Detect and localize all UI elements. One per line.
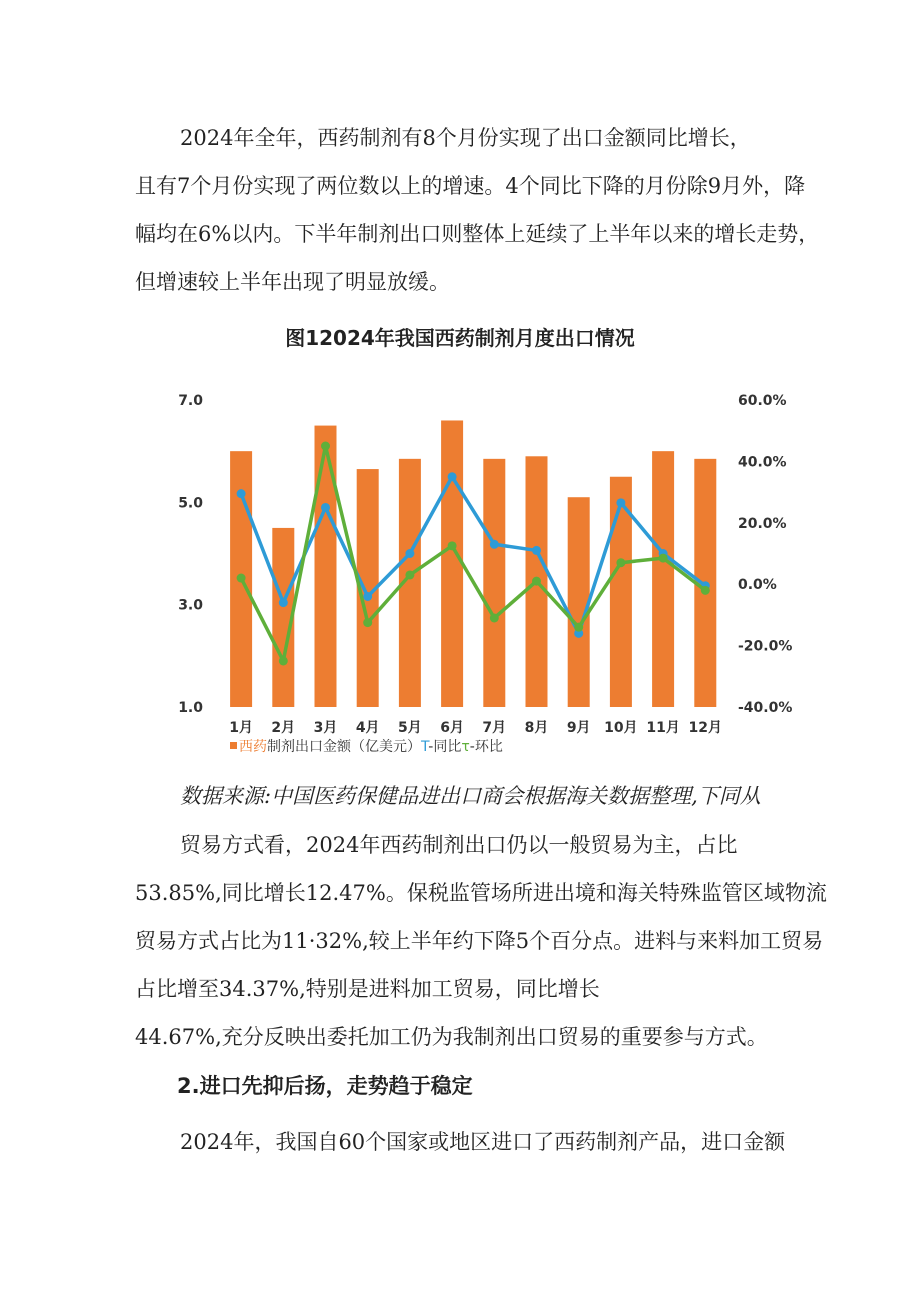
month-label: 8月 bbox=[524, 720, 549, 736]
figure-title: 图12024年我国西药制剂月度出口情况 bbox=[285, 326, 635, 350]
yoy-line-series bbox=[237, 472, 710, 638]
month-label: 3月 bbox=[313, 720, 338, 736]
yoy-point bbox=[532, 546, 541, 555]
right-tick-label: -40.0% bbox=[738, 700, 793, 716]
data-source-note: 数据来源:中国医药保健品进出口商会根据海关数据整理,下同从 bbox=[180, 784, 761, 808]
mom-point bbox=[279, 656, 288, 665]
legend-bar-label: 西药 bbox=[239, 739, 267, 755]
x-axis bbox=[229, 720, 722, 736]
mom-point bbox=[532, 577, 541, 586]
yoy-point bbox=[448, 472, 457, 481]
intro-paragraph bbox=[135, 114, 820, 306]
yoy-point bbox=[405, 549, 414, 558]
left-tick-label: 5.0 bbox=[178, 495, 203, 512]
chart-legend bbox=[230, 738, 503, 755]
yoy-point bbox=[279, 598, 288, 607]
month-label: 6月 bbox=[440, 720, 464, 736]
export-chart bbox=[0, 380, 920, 770]
svg-text:西药制剂出口金额（亿美元）T-同比τ-环比 bbox=[239, 738, 503, 755]
paragraph-line: 贸易方式看，2024年西药制剂出口仍以一般贸易为主，占比 bbox=[180, 833, 738, 857]
month-label: 1月 bbox=[229, 720, 253, 736]
right-tick-label: 60.0% bbox=[738, 393, 787, 409]
paragraph-line: 幅均在6%以内。下半年制剂出口则整体上延续了上半年以来的增长走势， bbox=[135, 222, 820, 246]
yoy-point bbox=[237, 489, 246, 498]
mom-point bbox=[701, 586, 710, 595]
yoy-point bbox=[363, 592, 372, 601]
export-bar bbox=[315, 426, 337, 707]
right-tick-label: 0.0% bbox=[738, 577, 777, 594]
legend-yoy-marker: T bbox=[421, 739, 429, 755]
mom-point bbox=[448, 541, 457, 550]
trade-mode-paragraph bbox=[135, 821, 827, 1061]
paragraph-line: 53.85%,同比增长12.47%。保税监管场所进出境和海关特殊监管区域物流 bbox=[135, 881, 827, 905]
yoy-point bbox=[490, 540, 499, 549]
legend-mom-marker: τ bbox=[461, 739, 470, 755]
mom-line-series bbox=[237, 442, 710, 666]
paragraph-line: 贸易方式占比为11·32%,较上半年约下降5个百分点。进料与来料加工贸易 bbox=[135, 929, 824, 953]
month-label: 7月 bbox=[482, 720, 507, 736]
import-paragraph bbox=[135, 1118, 785, 1166]
yoy-line bbox=[241, 477, 705, 634]
paragraph-line: 但增速较上半年出现了明显放缓。 bbox=[135, 270, 450, 294]
paragraph-line: 占比增至34.37%,特别是进料加工贸易，同比增长 bbox=[135, 977, 600, 1001]
left-tick-label: 7.0 bbox=[178, 393, 203, 409]
paragraph-line: 44.67%,充分反映出委托加工仍为我制剂出口贸易的重要参与方式。 bbox=[135, 1025, 768, 1049]
mom-point bbox=[321, 442, 330, 451]
mom-point bbox=[363, 618, 372, 627]
month-label: 11月 bbox=[646, 720, 680, 736]
legend-mom-label: -环比 bbox=[469, 739, 503, 755]
legend-bar-label-rest: 制剂出口金额（亿美元） bbox=[267, 739, 421, 755]
export-bar bbox=[483, 459, 505, 707]
right-tick-label: -20.0% bbox=[738, 638, 793, 655]
month-label: 12月 bbox=[688, 720, 723, 736]
paragraph-line: 2024年，我国自60个国家或地区进口了西药制剂产品，进口金额 bbox=[180, 1130, 786, 1154]
export-bar bbox=[441, 420, 463, 707]
mom-point bbox=[574, 623, 583, 632]
mom-line bbox=[241, 446, 705, 661]
right-axis bbox=[738, 393, 792, 716]
mom-point bbox=[237, 574, 246, 583]
mom-point bbox=[490, 613, 499, 622]
paragraph-line: 且有7个月份实现了两位数以上的增速。4个同比下降的月份除9月外，降 bbox=[135, 174, 806, 198]
legend-bar-swatch bbox=[230, 742, 237, 749]
mom-point bbox=[659, 554, 668, 563]
mom-point bbox=[616, 558, 625, 567]
month-label: 4月 bbox=[355, 720, 380, 736]
export-bar bbox=[568, 497, 590, 707]
yoy-point bbox=[616, 498, 625, 507]
month-label: 5月 bbox=[398, 720, 422, 736]
left-tick-label: 1.0 bbox=[178, 700, 203, 716]
legend-yoy-label: -同比 bbox=[428, 739, 462, 755]
month-label: 9月 bbox=[566, 720, 591, 736]
mom-point bbox=[405, 570, 414, 579]
right-tick-label: 40.0% bbox=[738, 454, 787, 471]
yoy-point bbox=[321, 503, 330, 512]
month-label: 2月 bbox=[271, 720, 296, 736]
right-tick-label: 20.0% bbox=[738, 515, 787, 532]
export-bar bbox=[652, 451, 674, 707]
month-label: 10月 bbox=[604, 720, 638, 736]
paragraph-line: 2024年全年，西药制剂有8个月份实现了出口金额同比增长， bbox=[180, 126, 751, 150]
left-tick-label: 3.0 bbox=[178, 597, 203, 614]
section-heading: 2.进口先抑后扬，走势趋于稳定 bbox=[177, 1074, 473, 1098]
left-axis bbox=[178, 393, 203, 716]
